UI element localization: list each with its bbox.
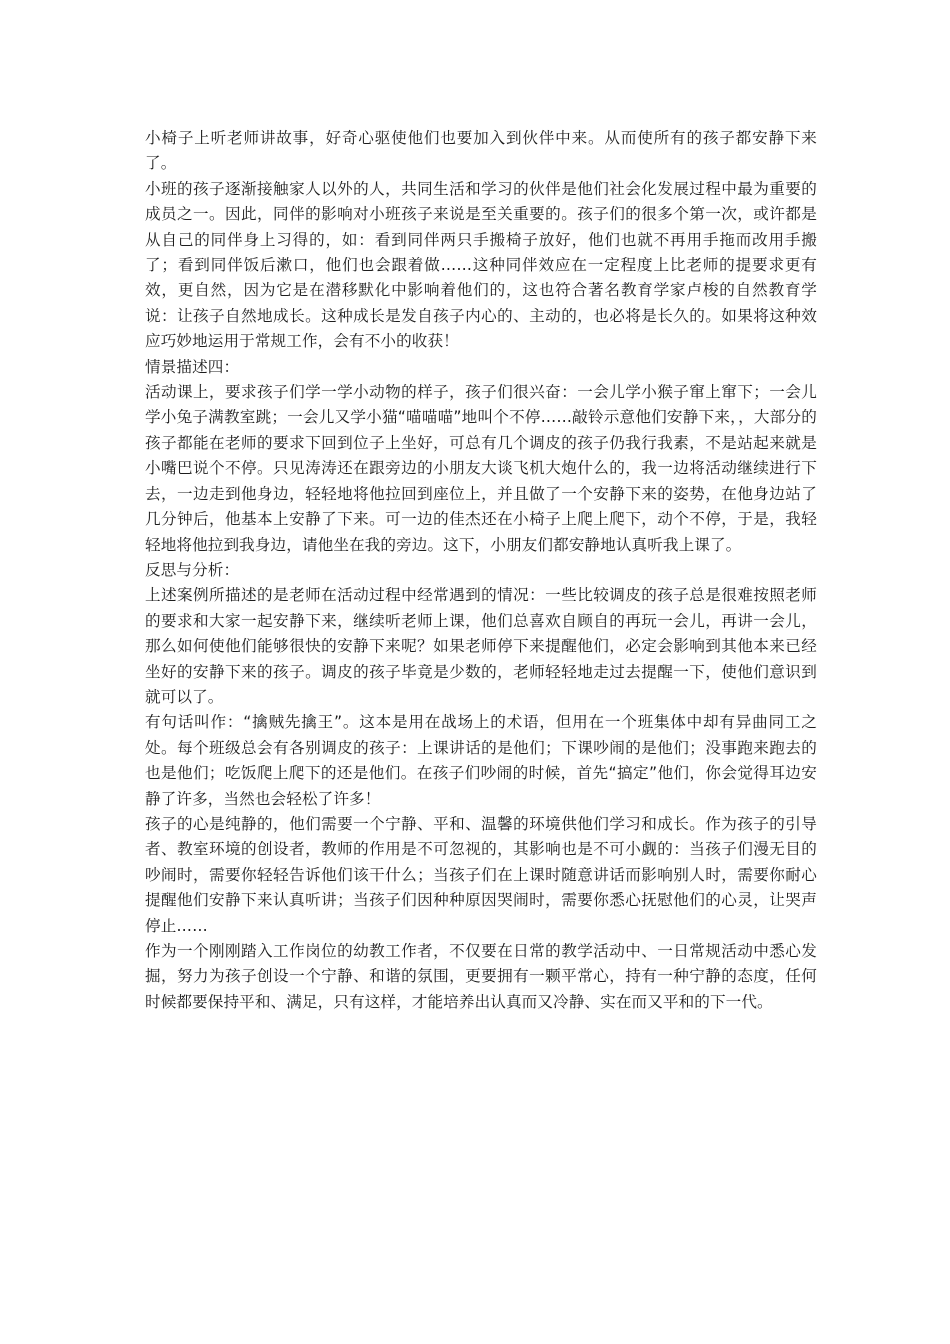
paragraph-peer-effect: 小班的孩子逐渐接触家人以外的人，共同生活和学习的伙伴是他们社会化发展过程中最为重要的成员之一。因此，同伴的影响对小班孩子来说是至关重要的。孩子们的很多个第一次，或许都是从自己的同伴身上习得的，如：看到同伴两只手搬椅子放好，他们也就不再用手拖而改用手搬了；看到同伴饭后漱口，他们也会跟着做……这种同伴效应在一定程度上比老师的提要求更有效，更自然，因为它是在潜移默化中影响着他们的，这也符合著名教育学家卢梭的自然教育学说：让孩子自然地成长。这种成长是发自孩子内心的、主动的，也必将是长久的。如果将这种效应巧妙地运用于常规工作，会有不小的收获！ [145,179,817,351]
paragraph-conclusion: 作为一个刚刚踏入工作岗位的幼教工作者，不仅要在日常的教学活动中、一日常规活动中悉心发掘，努力为孩子创设一个宁静、和谐的氛围，更要拥有一颗平常心，持有一种宁静的态度，任何时候都要保持平和、满足，只有这样，才能培养出认真而又冷静、实在而又平和的下一代。 [145,942,817,1011]
heading-reflection-analysis: 反思与分析： [145,560,240,579]
paragraph-scenario-description: 活动课上，要求孩子们学一学小动物的样子，孩子们很兴奋：一会儿学小猴子窜上窜下；一会儿学小兔子满教室跳；一会儿又学小猫“喵喵喵”地叫个不停……敲铃示意他们安静下来，，大部分的孩子都能在老师的要求下回到位子上坐好，可总有几个调皮的孩子仍我行我素，不是站起来就是小嘴巴说个不停。只见涛涛还在跟旁边的小朋友大谈飞机大炮什么的，我一边将活动继续进行下去，一边走到他身边，轻轻地将他拉回到座位上，并且做了一个安静下来的姿势，在他身边站了几分钟后，他基本上安静了下来。可一边的佳杰还在小椅子上爬上爬下，动个不停，于是，我轻轻地将他拉到我身边，请他坐在我的旁边。这下，小朋友们都安静地认真听我上课了。 [145,383,817,554]
paragraph-teacher-role: 孩子的心是纯静的，他们需要一个宁静、平和、温馨的环境供他们学习和成长。作为孩子的引导者、教室环境的创设者，教师的作用是不可忽视的，其影响也是不可小觑的：当孩子们漫无目的吵闹时，需要你轻轻告诉他们该干什么；当孩子们在上课时随意讲话而影响别人时，需要你耐心提醒他们安静下来认真听讲；当孩子们因种种原因哭闹时，需要你悉心抚慰他们的心灵，让哭声停止…… [145,814,817,935]
document-body [145,126,817,1015]
paragraph-case-analysis: 上述案例所描述的是老师在活动过程中经常遇到的情况：一些比较调皮的孩子总是很难按照老师的要求和大家一起安静下来，继续听老师上课，他们总喜欢自顾自的再玩一会儿，再讲一会儿，那么如何使他们能够很快的安静下来呢？如果老师停下来提醒他们，必定会影响到其他本来已经坐好的安静下来的孩子。调皮的孩子毕竟是少数的，老师轻轻地走过去提醒一下，使他们意识到就可以了。 [145,586,817,706]
paragraph-proverb: 有句话叫作：“擒贼先擒王”。这本是用在战场上的术语，但用在一个班集体中却有异曲同工之处。每个班级总会有各别调皮的孩子：上课讲话的是他们；下课吵闹的是他们；没事跑来跑去的也是他们；吃饭爬上爬下的还是他们。在孩子们吵闹的时候，首先“搞定”他们，你会觉得耳边安静了许多，当然也会轻松了许多！ [145,713,817,808]
paragraph-continuation: 小椅子上听老师讲故事，好奇心驱使他们也要加入到伙伴中来。从而使所有的孩子都安静下来了。 [145,129,817,173]
heading-scenario-four: 情景描述四： [145,357,240,376]
